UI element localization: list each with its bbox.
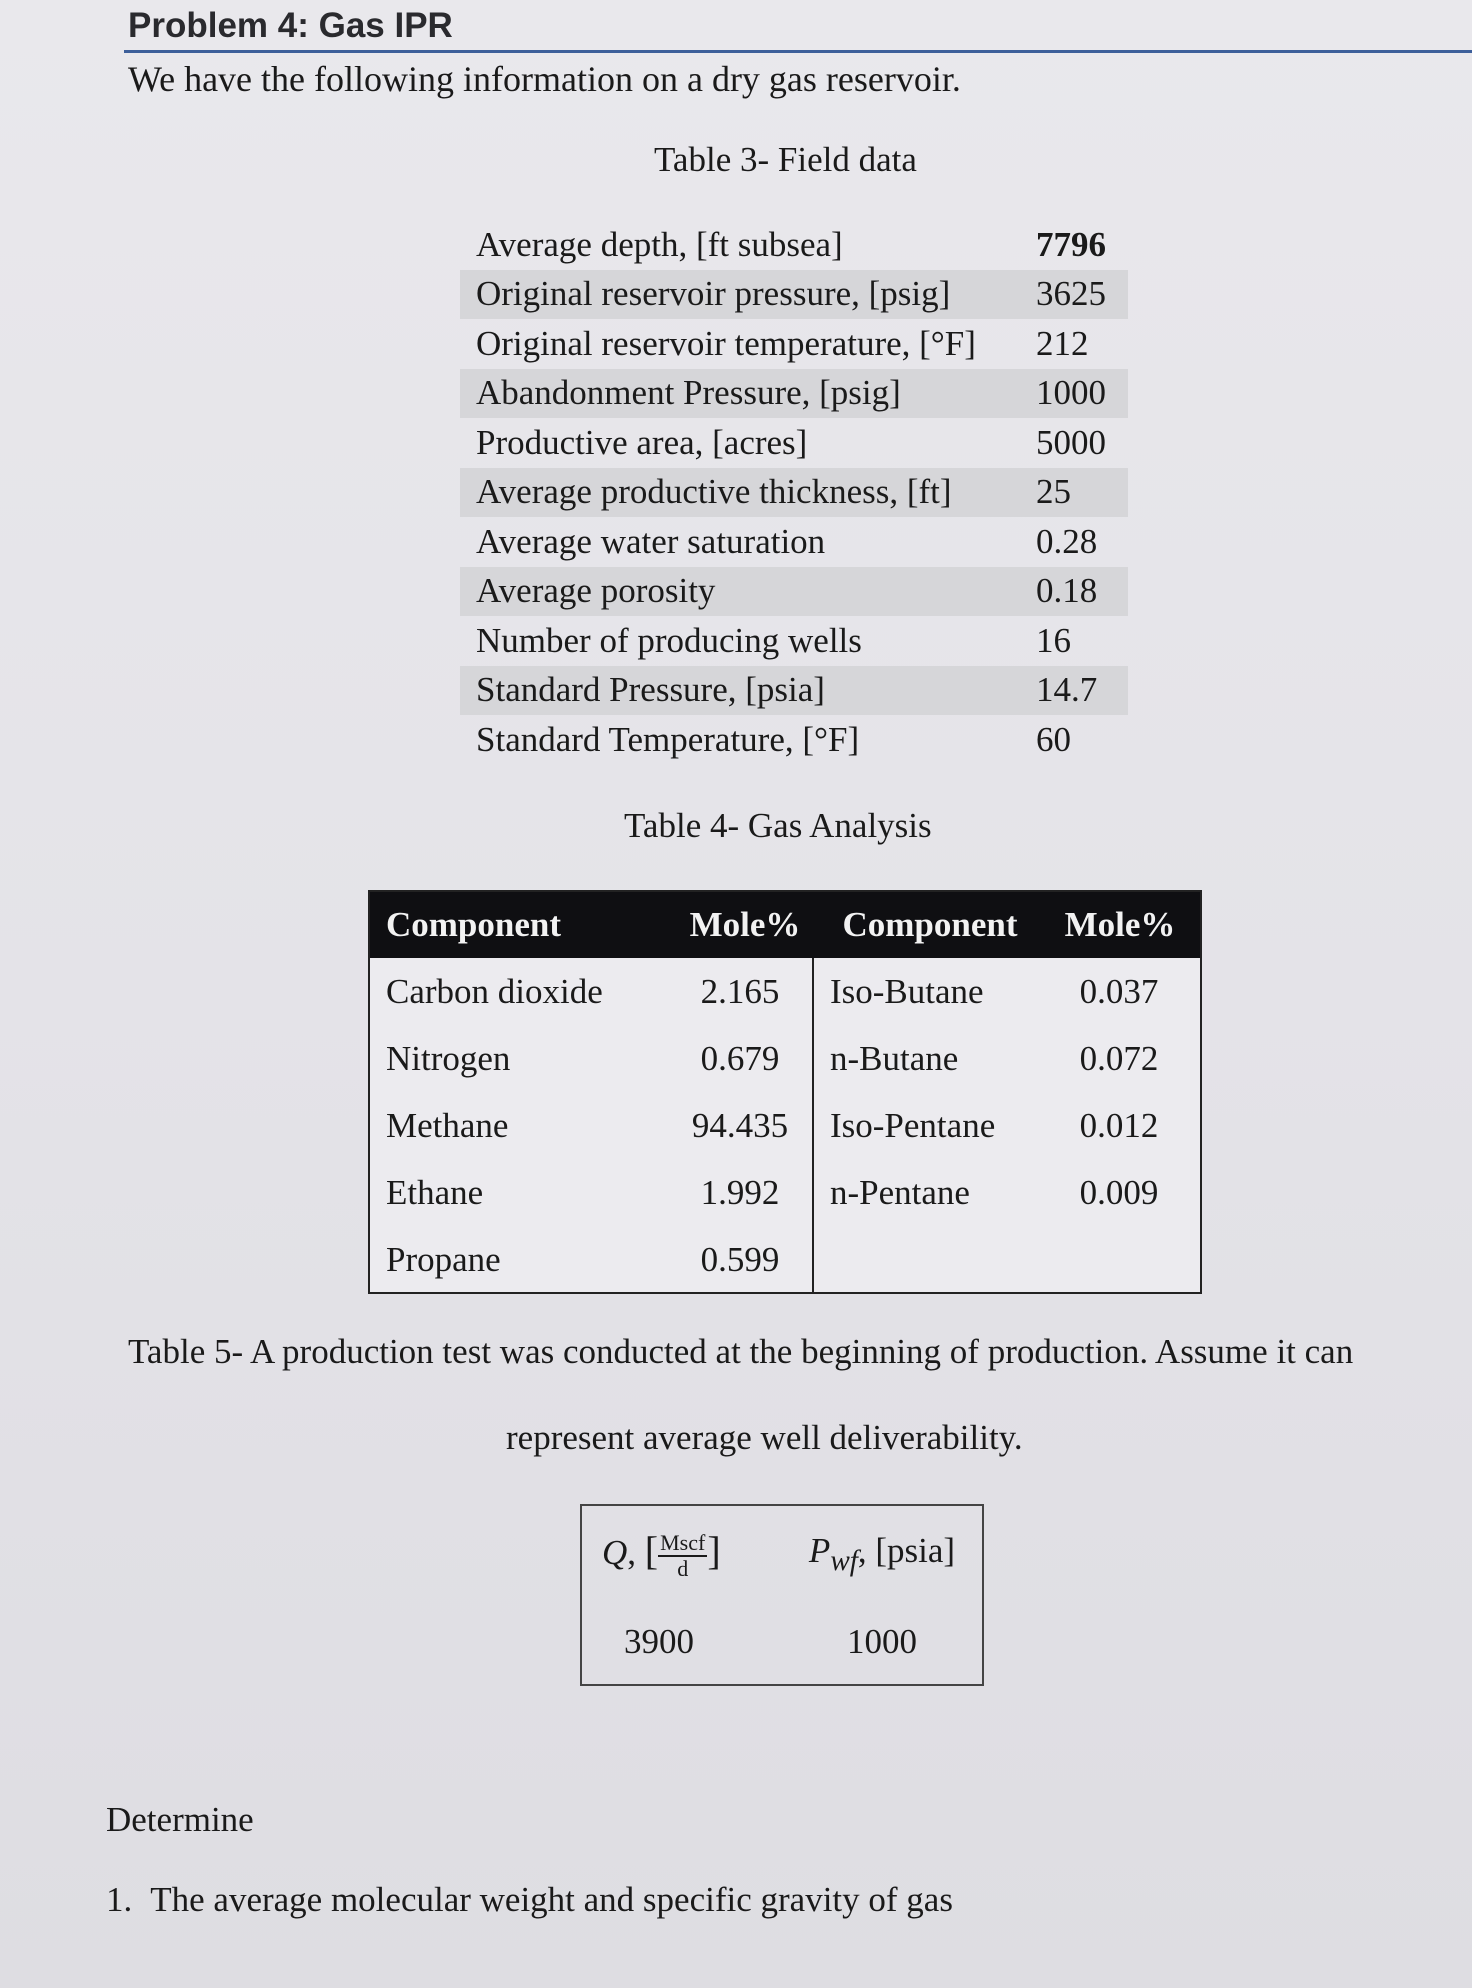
row-label: Abandonment Pressure, [psig] xyxy=(476,373,901,413)
rate-unit-numerator: Mscf xyxy=(660,1529,706,1555)
row-value: 212 xyxy=(1036,323,1089,363)
table4-caption: Table 4- Gas Analysis xyxy=(624,806,932,845)
rate-symbol: Q xyxy=(602,1533,628,1573)
table-row xyxy=(582,1602,982,1682)
component-name: Carbon dioxide xyxy=(386,971,603,1011)
row-label: Original reservoir pressure, [psig] xyxy=(476,274,951,314)
table5-caption: Table 5- A production test was conducted at the beginning of production. Assume it can xyxy=(128,1332,1354,1371)
row-value: 1000 xyxy=(1036,373,1106,413)
table-row xyxy=(814,1092,1200,1159)
table-row xyxy=(460,418,1128,468)
field-data-table xyxy=(460,220,1128,765)
row-label: Original reservoir temperature, [°F] xyxy=(476,323,976,363)
pwf-header: $P_{wf}$, [psia] xyxy=(808,1530,956,1577)
pwf-symbol: P xyxy=(808,1530,831,1570)
title-underline xyxy=(124,50,1472,53)
table-row xyxy=(814,1025,1200,1092)
mole-percent: 1.992 xyxy=(700,1172,780,1212)
mole-percent: 0.679 xyxy=(700,1038,780,1078)
row-label: Standard Pressure, [psia] xyxy=(476,670,825,710)
intro-text: We have the following information on a dry gas reservoir. xyxy=(128,59,961,99)
header-cell: Mole% xyxy=(1064,905,1176,944)
table-row xyxy=(460,666,1128,716)
task-number: 1. xyxy=(106,1880,133,1919)
rate-unit-denominator: d xyxy=(677,1555,689,1581)
production-test-table xyxy=(580,1504,984,1686)
pwf-unit: [psia] xyxy=(875,1530,956,1570)
table-row xyxy=(814,958,1200,1025)
row-label: Average water saturation xyxy=(476,521,826,561)
table-row xyxy=(460,616,1128,666)
component-name: Ethane xyxy=(386,1172,484,1212)
right-column-group xyxy=(814,958,1200,1292)
row-value: 25 xyxy=(1036,472,1071,512)
table-header-row xyxy=(370,892,1200,958)
table-row xyxy=(370,958,812,1025)
table-body xyxy=(370,958,1200,1292)
component-name: Iso-Butane xyxy=(830,971,984,1011)
row-label: Standard Temperature, [°F] xyxy=(476,719,860,759)
table-row xyxy=(460,319,1128,369)
component-name: n-Butane xyxy=(830,1038,959,1078)
table-row xyxy=(460,567,1128,617)
row-value: 14.7 xyxy=(1036,670,1098,710)
component-name: Iso-Pentane xyxy=(830,1105,996,1145)
table3-caption: Table 3- Field data xyxy=(654,140,917,179)
row-label: Productive area, [acres] xyxy=(476,422,808,462)
task-item xyxy=(106,1880,953,1920)
mole-percent: 0.009 xyxy=(1079,1172,1159,1212)
mole-percent: 94.435 xyxy=(691,1105,789,1145)
table5-caption-continued: represent average well deliverability. xyxy=(506,1418,1023,1457)
mole-percent: 2.165 xyxy=(700,971,780,1011)
pwf-value: 1000 xyxy=(847,1622,917,1661)
mole-percent: 0.599 xyxy=(700,1239,780,1279)
problem-title: Problem 4: Gas IPR xyxy=(128,6,453,45)
table-header-row xyxy=(582,1506,982,1602)
task-text: The average molecular weight and specific gravity of gas xyxy=(150,1880,953,1919)
row-value: 16 xyxy=(1036,620,1071,660)
component-name: n-Pentane xyxy=(830,1172,970,1212)
table-row xyxy=(814,1159,1200,1226)
table-row xyxy=(460,270,1128,320)
rate-unit-fraction xyxy=(658,1531,707,1581)
row-value: 60 xyxy=(1036,719,1071,759)
table-row xyxy=(460,369,1128,419)
table-row xyxy=(460,517,1128,567)
table-row xyxy=(370,1092,812,1159)
rate-value: 3900 xyxy=(624,1622,694,1661)
row-value: 7796 xyxy=(1036,224,1106,264)
row-value: 5000 xyxy=(1036,422,1106,462)
pwf-subscript: wf xyxy=(830,1544,858,1577)
table-row xyxy=(460,468,1128,518)
mole-percent: 0.012 xyxy=(1079,1105,1159,1145)
header-cell: Component xyxy=(842,905,1018,944)
mole-percent: 0.037 xyxy=(1079,971,1159,1011)
determine-label: Determine xyxy=(106,1800,254,1839)
row-label: Average porosity xyxy=(476,571,716,611)
table-row xyxy=(370,1025,812,1092)
left-column-group xyxy=(370,958,814,1292)
table-row xyxy=(370,1226,812,1293)
row-value: 0.28 xyxy=(1036,521,1098,561)
gas-analysis-table xyxy=(368,890,1202,1294)
row-value: 3625 xyxy=(1036,274,1106,314)
table-row xyxy=(370,1159,812,1226)
component-name: Nitrogen xyxy=(386,1038,511,1078)
component-name: Propane xyxy=(386,1239,501,1279)
header-cell: Mole% xyxy=(689,905,801,944)
row-label: Number of producing wells xyxy=(476,620,862,660)
row-label: Average productive thickness, [ft] xyxy=(476,472,952,512)
table-row xyxy=(460,220,1128,270)
mole-percent: 0.072 xyxy=(1079,1038,1159,1078)
table-row xyxy=(460,715,1128,765)
header-cell: Component xyxy=(386,905,562,944)
rate-header: Q, [ $\frac{\text{Mscf}}{d}$ ] xyxy=(602,1528,721,1581)
component-name: Methane xyxy=(386,1105,509,1145)
row-label: Average depth, [ft subsea] xyxy=(476,224,843,264)
row-value: 0.18 xyxy=(1036,571,1098,611)
